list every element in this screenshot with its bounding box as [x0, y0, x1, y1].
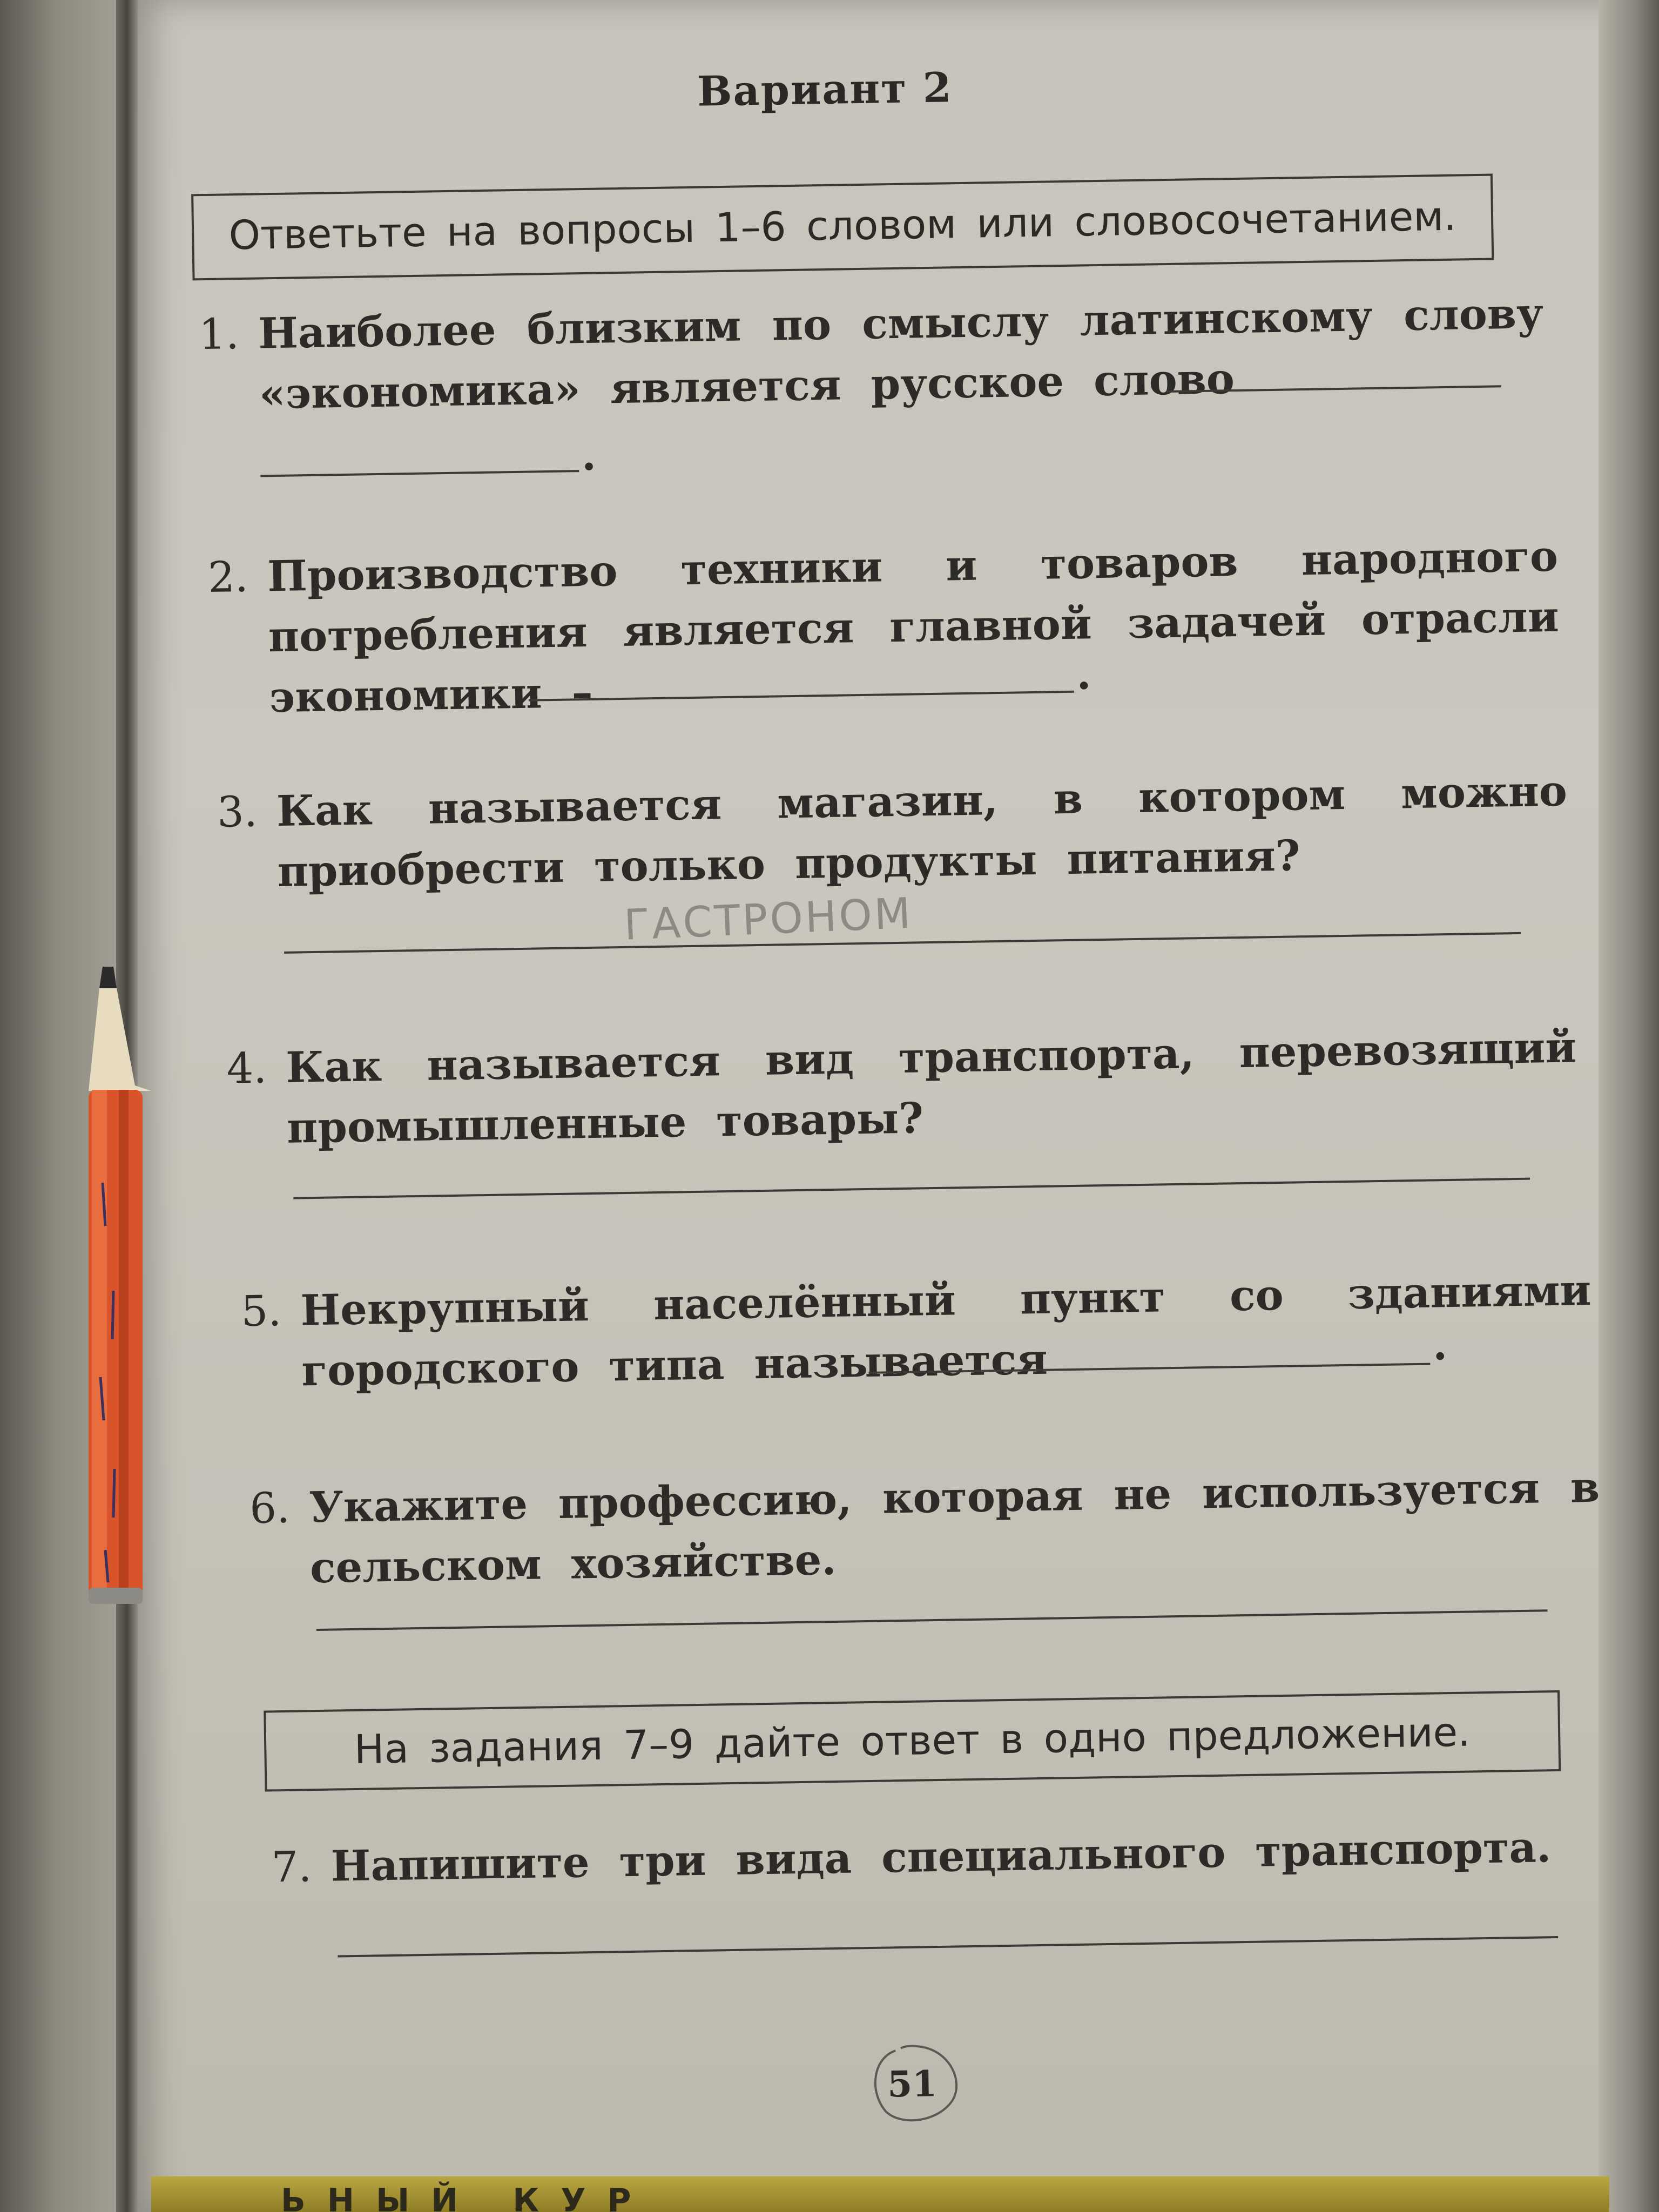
question-1-period: . [581, 430, 597, 481]
question-2-period: . [1076, 650, 1092, 699]
question-text: Как называется магазин, в котором можно приобрести только продукты питания? [276, 766, 1568, 897]
page-number-badge [863, 2040, 961, 2128]
answer-line-4[interactable] [293, 1178, 1530, 1199]
answer-line-7[interactable] [338, 1936, 1558, 1957]
question-number: 4. [226, 1044, 267, 1094]
instruction-box-1: Ответьте на вопросы 1–6 словом или словосочетанием. [191, 174, 1494, 281]
question-text: Некрупный населённый пункт со зданиями городского типа называется [300, 1265, 1591, 1396]
question-5-period: . [1432, 1320, 1448, 1370]
question-number: 7. [271, 1843, 312, 1892]
question-number: 6. [249, 1483, 291, 1533]
question-number: 3. [217, 787, 258, 837]
question-text: Производство техники и товаров народного потребления является главной задачей отрасли экономики – [267, 531, 1560, 723]
page-number: 51 [887, 2062, 938, 2106]
question-text: Как называется вид транспорта, перевозящий промышленные товары? [285, 1023, 1577, 1153]
question-number: 1. [198, 310, 240, 360]
pencil-icon [81, 967, 151, 1604]
question-text: Укажите профессию, которая не используется в сельском хозяйстве. [308, 1462, 1600, 1593]
question-text: Наиболее близким по смыслу латинскому слову «экономика» является русское слово [258, 289, 1544, 419]
footer-strip-text: ЬНЫЙ КУР [281, 2182, 653, 2212]
question-number: 2. [207, 552, 249, 602]
question-text: Напишите три вида специального транспорта. [331, 1823, 1552, 1891]
instruction-box-2: На задания 7–9 дайте ответ в одно предложение. [264, 1690, 1561, 1792]
question-number: 5. [240, 1287, 282, 1337]
variant-title: Вариант 2 [697, 63, 953, 116]
handwritten-answer-3: ГАСТРОНОМ [623, 889, 914, 950]
answer-line-1b[interactable] [260, 470, 579, 477]
answer-line-6[interactable] [316, 1609, 1548, 1631]
